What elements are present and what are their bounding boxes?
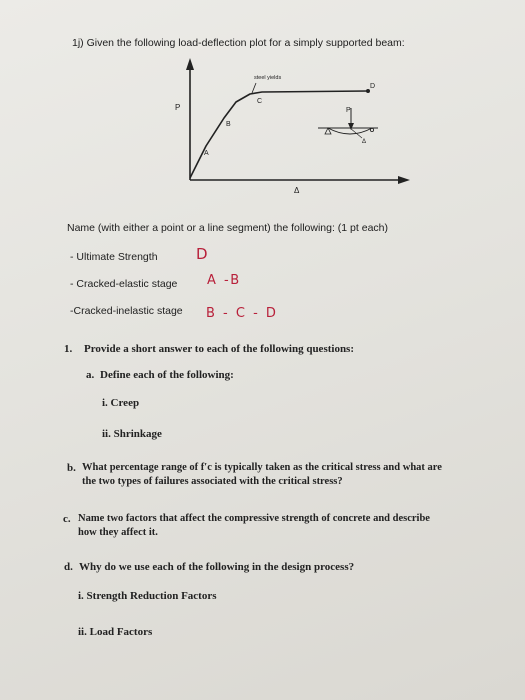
- creep-item: i. Creep: [102, 397, 140, 409]
- item-a-text: Define each of the following:: [100, 369, 234, 381]
- steel-yields-pointer: [252, 83, 256, 93]
- x-axis-arrow: [398, 176, 410, 184]
- item-c-label: c.: [63, 513, 71, 525]
- ultimate-strength-answer: D: [196, 245, 210, 263]
- load-factors-item: ii. Load Factors: [78, 626, 153, 638]
- item-c-line-2: how they affect it.: [78, 527, 158, 538]
- item-d-label: d.: [64, 561, 73, 573]
- cracked-inelastic-answer: B - C - D: [206, 306, 278, 321]
- naming-prompt: Name (with either a point or a line segment) the following: (1 pt each): [67, 222, 388, 234]
- cracked-elastic-label: - Cracked-elastic stage: [70, 278, 178, 290]
- y-axis-arrow: [186, 58, 194, 70]
- load-deflection-plot: [0, 50, 525, 270]
- strength-reduction-item: i. Strength Reduction Factors: [78, 590, 217, 602]
- item-b-line-1: What percentage range of f′c is typically taken as the critical stress and what are: [82, 462, 442, 473]
- item-d-text: Why do we use each of the following in the design process?: [79, 561, 355, 573]
- steel-yields-annotation: steel yields: [254, 75, 282, 81]
- item-c-line-1: Name two factors that affect the compressive strength of concrete and describe: [78, 513, 430, 524]
- inset-deflection-label: Δ: [362, 139, 367, 145]
- y-axis-label: P: [175, 103, 181, 112]
- question-header: 1j) Given the following load-deflection plot for a simply supported beam:: [72, 37, 405, 49]
- point-label-d: D: [370, 83, 376, 90]
- item-a-label: a.: [86, 369, 95, 381]
- item-b-label: b.: [67, 462, 76, 474]
- point-label-b: B: [226, 121, 231, 128]
- item-b-line-2: the two types of failures associated with the critical stress?: [82, 476, 343, 487]
- point-label-c: C: [257, 98, 263, 105]
- section-1-number: 1.: [64, 343, 73, 355]
- cracked-inelastic-label: -Cracked-inelastic stage: [70, 305, 183, 317]
- x-axis-label: Δ: [294, 186, 300, 195]
- cracked-elastic-answer: A -B: [207, 273, 242, 288]
- load-deflection-curve: [190, 91, 368, 178]
- point-label-a: A: [204, 150, 209, 157]
- section-1-title: Provide a short answer to each of the following questions:: [84, 343, 355, 355]
- beam-inset: [318, 107, 378, 145]
- shrinkage-item: ii. Shrinkage: [102, 428, 162, 440]
- inset-load-label: P: [346, 107, 351, 114]
- ultimate-strength-label: - Ultimate Strength: [70, 251, 158, 263]
